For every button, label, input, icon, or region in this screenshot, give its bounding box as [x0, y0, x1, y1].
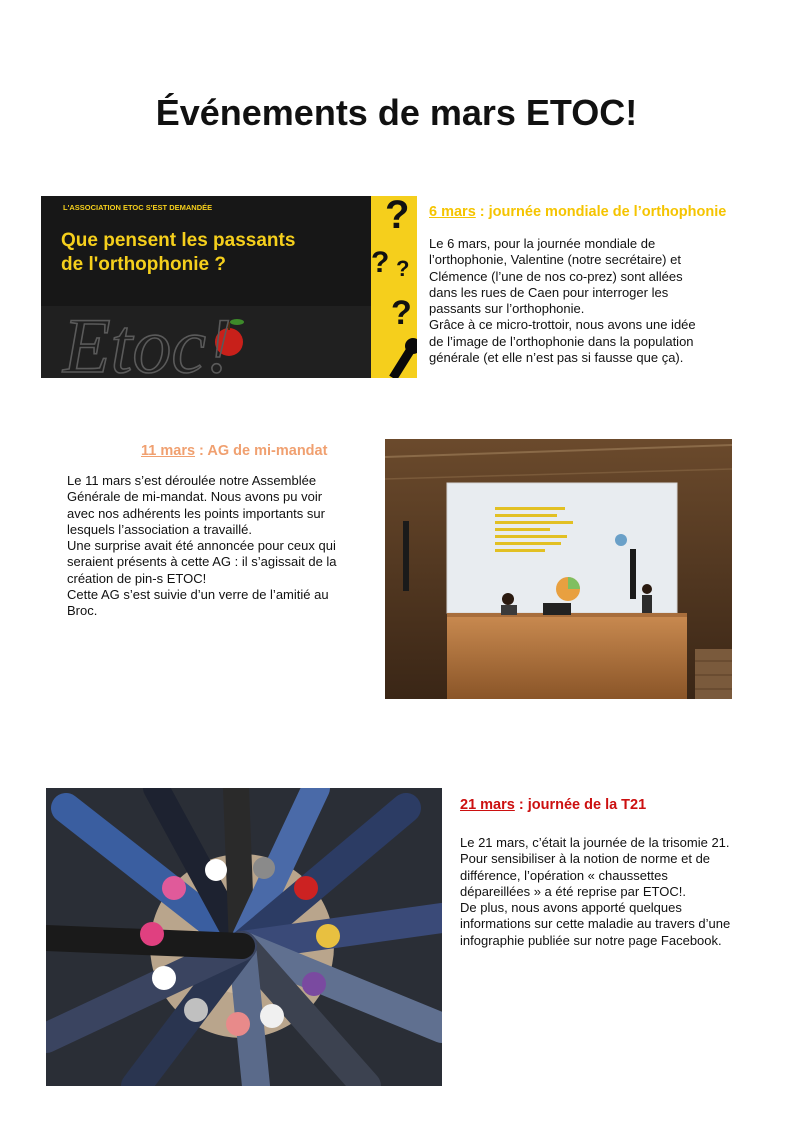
text-line: Broc.: [67, 603, 98, 619]
text-line: Clémence (l’une de nos co-prez) sont allées: [429, 268, 683, 284]
poster-top-text: L'ASSOCIATION ETOC S'EST DEMANDÉE: [63, 203, 213, 212]
text-line: dans les rues de Caen pour interroger les: [429, 284, 669, 300]
section-heading-6-mars: [429, 204, 726, 220]
text-line: Grâce à ce micro-trottoir, nous avons une idée: [429, 317, 696, 333]
section-title: : journée mondiale de l’orthophonie: [475, 204, 727, 220]
text-line: Le 21 mars, c’était la journée de la trisomie 21.: [460, 835, 730, 850]
page-title: Événements de mars ETOC!: [155, 92, 638, 133]
section-body-6-mars: [429, 236, 769, 366]
text-line: Générale de mi-mandat. Nous avons pu voir: [67, 489, 323, 505]
text-line: De plus, nous avons apporté quelques: [460, 900, 682, 916]
text-line: avec nos adhérents les points importants sur: [67, 505, 325, 521]
text-line: lesquels l’association a travaillé.: [67, 521, 252, 537]
text-line: seraient présents à cette AG : il s’agissait de la: [67, 554, 337, 570]
text-line: création de pin-s ETOC!: [67, 570, 207, 586]
section-body-21-mars: [460, 835, 780, 949]
section-date: 6 mars: [429, 204, 476, 220]
text-line: différence, l’opération « chaussettes: [460, 867, 668, 883]
text-line: passants sur l’orthophonie.: [429, 301, 585, 317]
section-date: 11 mars: [141, 443, 196, 459]
text-line: de l’image de l’orthophonie dans la population: [429, 333, 694, 349]
section-title: : journée de la T21: [514, 797, 647, 813]
poster-headline-line-2: de l'orthophonie ?: [61, 254, 226, 275]
text-line: Une surprise avait été annoncée pour ceux qui: [67, 538, 336, 554]
text-line: l’orthophonie, Valentine (notre secrétaire) et: [429, 252, 681, 268]
text-line: Pour sensibiliser à la notion de norme et de: [460, 851, 711, 867]
section-date: 21 mars: [460, 797, 515, 813]
text-line: informations sur cette maladie au travers d’une: [460, 916, 731, 932]
text-line: infographie publiée sur notre page Facebook.: [460, 932, 722, 948]
general-assembly-photo: [385, 439, 732, 699]
svg-text:?: ?: [391, 294, 412, 332]
section-heading-21-mars: [460, 797, 646, 813]
section-title: : AG de mi-mandat: [195, 443, 328, 459]
section-body-11-mars: [67, 473, 367, 620]
text-line: dépareillées » a été reprise par ETOC!.: [460, 883, 686, 899]
section-heading-11-mars: [141, 443, 327, 459]
text-line: générale (et elle n’est pas si fausse que ça).: [429, 350, 684, 366]
poster-headline-line-1: Que pensent les passants: [61, 230, 296, 251]
text-line: Cette AG s’est suivie d’un verre de l’amitié au: [67, 587, 329, 603]
micro-trottoir-poster-image: [41, 196, 417, 378]
mismatched-socks-photo: [46, 788, 442, 1086]
svg-text:?: ?: [385, 196, 410, 237]
svg-text:?: ?: [371, 246, 390, 279]
poster-logo-text: Etoc!: [63, 302, 232, 378]
text-line: Le 6 mars, pour la journée mondiale de: [429, 236, 656, 251]
svg-text:?: ?: [396, 256, 410, 281]
text-line: Le 11 mars s’est déroulée notre Assemblée: [67, 473, 317, 488]
